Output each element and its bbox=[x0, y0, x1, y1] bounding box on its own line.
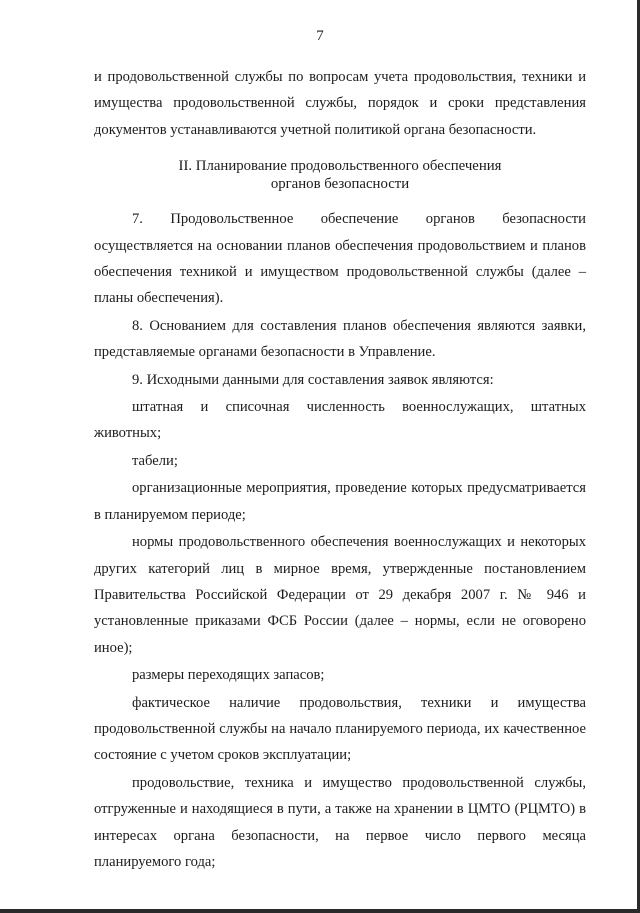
list-item-organizational-measures: организационные мероприятия, проведение которых предусматривается в планируемом периоде; bbox=[94, 480, 586, 523]
section-heading-line-2: органов безопасности bbox=[270, 176, 410, 193]
section-heading bbox=[94, 157, 586, 193]
page-number: 7 bbox=[316, 28, 324, 44]
list-item-tables: табели; bbox=[132, 452, 178, 469]
paragraph-continuation: и продовольственной службы по вопросам учета продовольствия, техники и имущества продовольственной службы, порядок и сроки представления документов устанавливаются учетной политикой органа безопасности. bbox=[94, 69, 586, 138]
list-item-carryover-stocks: размеры переходящих запасов; bbox=[132, 667, 325, 684]
paragraph-item-9: 9. Исходными данными для составления заявок являются: bbox=[132, 371, 494, 388]
list-item-norms: нормы продовольственного обеспечения военнослужащих и некоторых других категорий лиц в мирное время, утвержденные постановлением Правительства Российской Федерации от 29 декабря 2007 г. № 946 и установленные приказами ФСБ России (далее – нормы, если не оговорено иное); bbox=[94, 534, 586, 656]
list-item-in-transit: продовольствие, техника и имущество продовольственной службы, отгруженные и находящиеся в пути, а также на хранении в ЦМТО (РЦМТО) в интересах органа безопасности, на первое число первого месяца планируемого года; bbox=[94, 774, 586, 870]
list-item-staff-numbers: штатная и списочная численность военнослужащих, штатных животных; bbox=[94, 399, 586, 442]
list-item-actual-availability: фактическое наличие продовольствия, техники и имущества продовольственной службы на начало планируемого периода, их качественное состояние с учетом сроков эксплуатации; bbox=[94, 694, 586, 764]
document-body bbox=[94, 64, 586, 875]
paragraph-item-7: 7. Продовольственное обеспечение органов безопасности осуществляется на основании планов обеспечения продовольствием и планов обеспечения техникой и имуществом продовольственной службы (далее – планы обеспечения). bbox=[94, 211, 586, 307]
section-heading-line-1: II. Планирование продовольственного обеспечения bbox=[178, 158, 502, 175]
paragraph-item-8: 8. Основанием для составления планов обеспечения являются заявки, представляемые органами безопасности в Управление. bbox=[94, 317, 586, 361]
